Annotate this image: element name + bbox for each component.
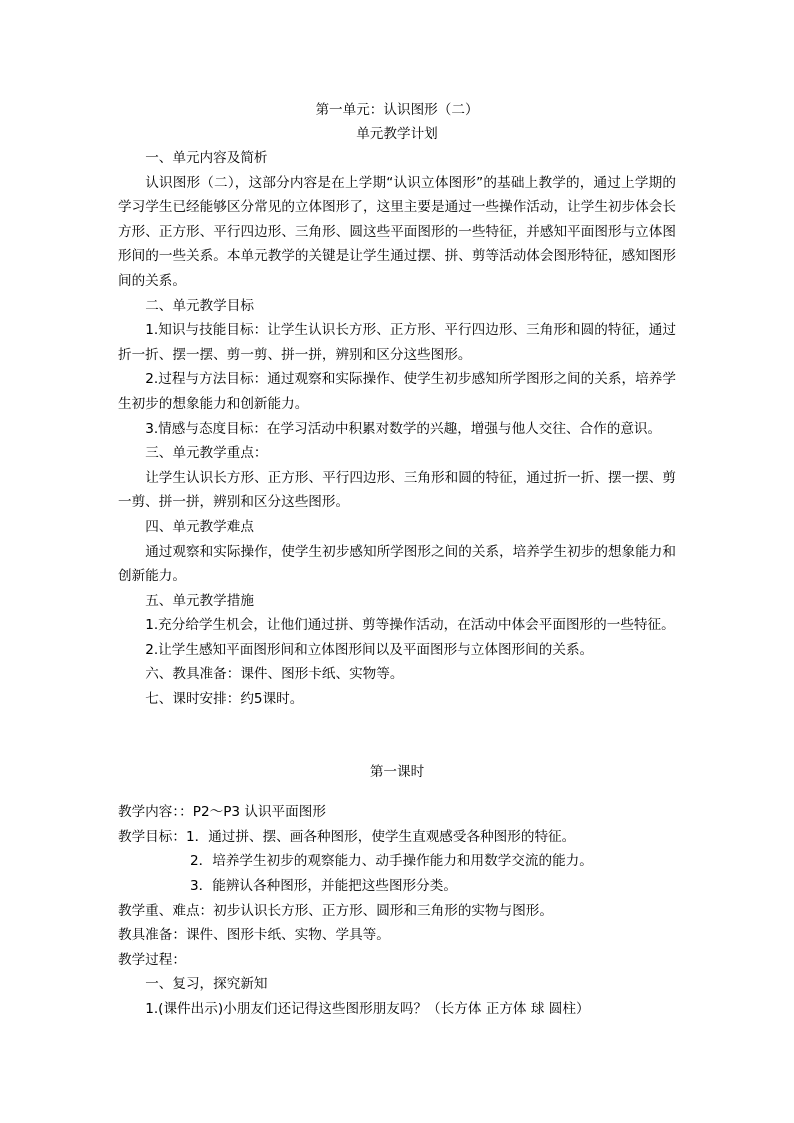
teaching-materials-line: 六、教具准备：课件、图形卡纸、实物等。 — [145, 666, 404, 683]
lesson-key-points: 教学重、难点：初步认识长方形、正方形、圆形和三角形的实物与图形。 — [118, 902, 553, 919]
unit-title: 第一单元：认识图形（二） — [315, 102, 479, 118]
lesson-goal-1: 教学目标：1．通过拼、摆、画各种图形，使学生直观感受各种图形的特征。 — [118, 828, 576, 845]
difficulties-paragraph: 通过观察和实际操作，使学生初步感知所学图形之间的关系，培养学生初步的想象能力和创新能力。 — [118, 543, 676, 585]
lesson-content-line: 教学内容：：P2～P3 认识平面图形 — [118, 804, 326, 821]
section-heading-key-points: 三、单元教学重点： — [145, 445, 268, 462]
lesson-materials: 教具准备：课件、图形卡纸、实物、学具等。 — [118, 927, 390, 944]
lesson-step-question: 1.(课件出示)小朋友们还记得这些图形朋友吗？（长方体 正方体 球 圆柱） — [145, 1001, 590, 1017]
plan-title: 单元教学计划 — [356, 126, 438, 142]
document-page — [118, 98, 676, 1022]
measure-1: 1.充分给学生机会，让他们通过拼、剪等操作活动，在活动中体会平面图形的一些特征。 — [145, 617, 675, 634]
section-heading-measures: 五、单元教学措施 — [145, 592, 254, 609]
section-heading-difficulties: 四、单元教学难点 — [145, 518, 254, 535]
lesson-step-heading: 一、复习，探究新知 — [145, 976, 268, 993]
lesson-title: 第一课时 — [369, 763, 425, 780]
goal-process-method: 2.过程与方法目标：通过观察和实际操作、使学生初步感知所学图形之间的关系，培养学生初步的想象能力和创新能力。 — [118, 371, 676, 412]
section-heading-content-analysis: 一、单元内容及简析 — [145, 150, 268, 166]
measure-2: 2.让学生感知平面图形间和立体图形间以及平面图形与立体图形间的关系。 — [145, 641, 594, 658]
goal-emotion-attitude: 3.情感与态度目标：在学习活动中积累对数学的兴趣，增强与他人交往、合作的意识。 — [145, 420, 662, 437]
key-points-paragraph: 让学生认识长方形、正方形、平行四边形、三角形和圆的特征，通过折一折、摆一摆、剪一剪、拼一拼，辨别和区分这些图形。 — [118, 469, 676, 511]
content-analysis-paragraph: 认识图形（二），这部分内容是在上学期“认识立体图形”的基础上教学的，通过上学期的学习学生已经能够区分常见的立体图形了，这里主要是通过一些操作活动，让学生初步体会长方形、正方形、平行四边形、三角形、圆这些平面图形的一些特征，并感知平面图形与立体图形间的一些关系。本单元教学的关键是让学生通过摆、拼、剪等活动体会图形特征，感知图形间的关系。 — [118, 174, 676, 289]
lesson-process-label: 教学过程： — [118, 951, 186, 968]
lesson-goal-2: 2．培养学生初步的观察能力、动手操作能力和用数学交流的能力。 — [190, 853, 593, 870]
lesson-goal-3: 3．能辨认各种图形，并能把这些图形分类。 — [190, 878, 457, 895]
class-hours-line: 七、课时安排：约5课时。 — [145, 691, 304, 708]
spacer — [118, 784, 676, 800]
spacer — [118, 712, 676, 760]
section-heading-teaching-goals: 二、单元教学目标 — [145, 297, 254, 314]
goal-knowledge-skills: 1.知识与技能目标：让学生认识长方形、正方形、平行四边形、三角形和圆的特征，通过折一折、摆一摆、剪一剪、拼一拼，辨别和区分这些图形。 — [118, 322, 676, 363]
